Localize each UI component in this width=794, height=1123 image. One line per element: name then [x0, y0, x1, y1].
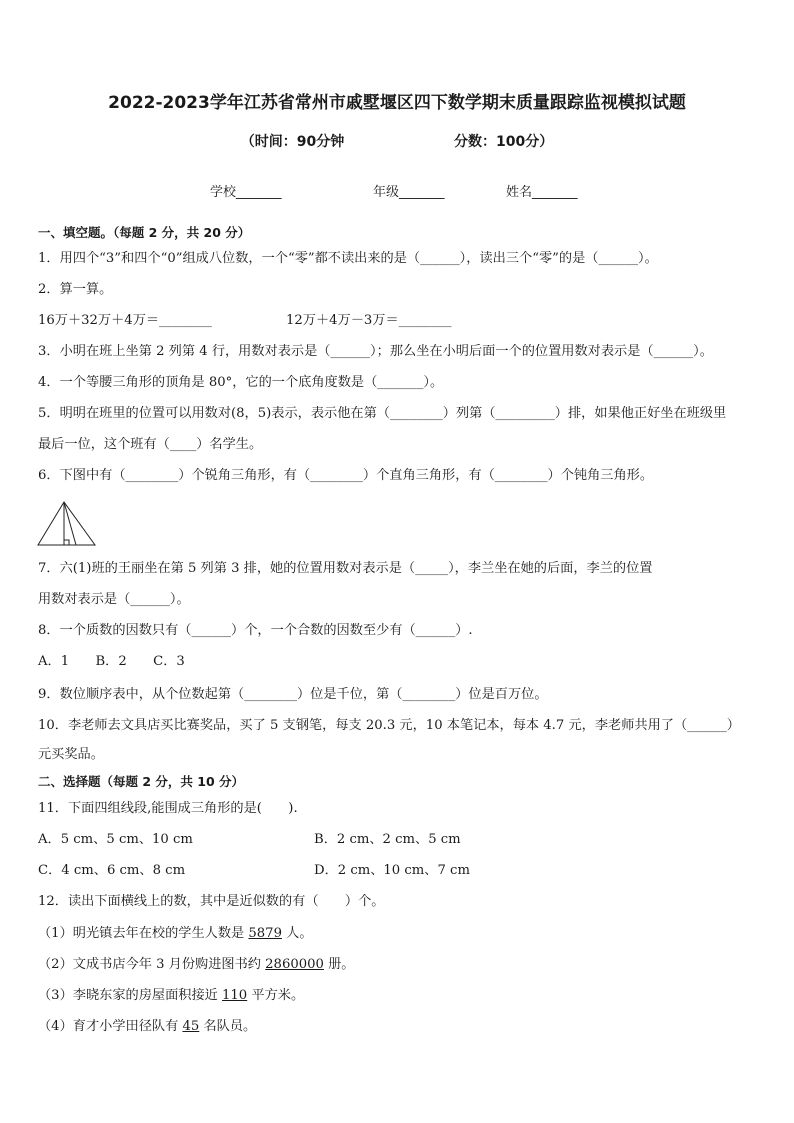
item-text: （2）文成书店今年 3 月份购进图书约	[38, 957, 266, 972]
item-text: 册。	[323, 957, 355, 972]
question-4: 4．一个等腰三角形的顶角是 80°，它的一个底角度数是（_______）。	[38, 375, 444, 390]
underlined-number: 110	[222, 988, 248, 1003]
option-d: D．2 cm、10 cm、7 cm	[314, 863, 470, 878]
question-2: 2．算一算。	[38, 282, 113, 297]
item-text: 人。	[281, 926, 313, 941]
question-5: 5．明明在班里的位置可以用数对(8，5)表示，表示他在第（________）列第（_________）排，如果他正好坐在班级里	[38, 406, 727, 421]
question-12: 12．读出下面横线上的数，其中是近似数的有（ ）个。	[38, 894, 385, 909]
question-7-cont: 用数对表示是（______）。	[38, 592, 190, 607]
section-heading: 一、填空题。（每题 2 分，共 20 分）	[38, 225, 251, 240]
question-10-cont: 元买奖品。	[38, 747, 104, 762]
question-12-item-4	[38, 1018, 766, 1036]
grade-field: 年级_______	[373, 185, 445, 200]
exam-title: 2022-2023学年江苏省常州市戚墅堰区四下数学期末质量跟踪监视模拟试题	[108, 93, 686, 113]
question-7: 7．六(1)班的王丽坐在第 5 列第 3 排，她的位置用数对表示是（_____），李兰坐在她的后面，李兰的位置	[38, 561, 653, 576]
question-6: 6．下图中有（________）个锐角三角形，有（________）个直角三角形，有（________）个钝角三角形。	[38, 468, 654, 483]
question-12-item-3	[38, 987, 766, 1005]
question-12-item-1	[38, 925, 766, 943]
school-field: 学校_______	[210, 185, 282, 200]
option-c: C．4 cm、6 cm、8 cm	[38, 863, 186, 878]
underlined-number: 2860000	[265, 957, 324, 972]
item-text: 平方米。	[247, 988, 305, 1003]
option-b: B．2 cm、2 cm、5 cm	[314, 832, 461, 847]
item-text: （1）明光镇去年在校的学生人数是	[38, 926, 249, 941]
time-label: （时间：90分钟	[240, 134, 345, 150]
question-10: 10．李老师去文具店买比赛奖品，买了 5 支钢笔，每支 20.3 元，10 本笔记本，每本 4.7 元，李老师共用了（______）	[38, 718, 740, 733]
calc-a: 16万＋32万＋4万＝________	[38, 313, 212, 328]
calc-b: 12万＋4万－3万＝________	[286, 313, 452, 328]
option-a: A．5 cm、5 cm、10 cm	[38, 832, 193, 847]
item-text: 名队员。	[199, 1019, 257, 1034]
question-12-item-2	[38, 956, 766, 974]
section-heading: 二、选择题（每题 2 分，共 10 分）	[38, 774, 245, 789]
question-8: 8．一个质数的因数只有（______）个，一个合数的因数至少有（______）.	[38, 623, 473, 638]
question-3: 3．小明在班上坐第 2 列第 4 行，用数对表示是（______）；那么坐在小明后面一个的位置用数对表示是（______）。	[38, 344, 713, 359]
underlined-number: 5879	[248, 926, 282, 941]
item-text: （4）育才小学田径队有	[38, 1019, 183, 1034]
triangle-figure	[36, 500, 98, 550]
question-5-cont: 最后一位，这个班有（____）名学生。	[38, 437, 263, 452]
question-11: 11．下面四组线段,能围成三角形的是( ).	[38, 801, 298, 816]
score-label: 分数：100分）	[454, 134, 554, 150]
name-field: 姓名_______	[506, 185, 578, 200]
exam-subtitle	[0, 131, 794, 151]
question-1: 1．用四个“3”和四个“0”组成八位数，一个“零”都不读出来的是（______），读出三个“零”的是（______）。	[38, 251, 658, 266]
item-text: （3）李晓东家的房屋面积接近	[38, 988, 223, 1003]
underlined-number: 45	[182, 1019, 200, 1034]
question-8-options: A．1 B．2 C．3	[38, 654, 185, 669]
question-9: 9．数位顺序表中，从个位数起第（________）位是千位，第（________）位是百万位。	[38, 687, 548, 702]
